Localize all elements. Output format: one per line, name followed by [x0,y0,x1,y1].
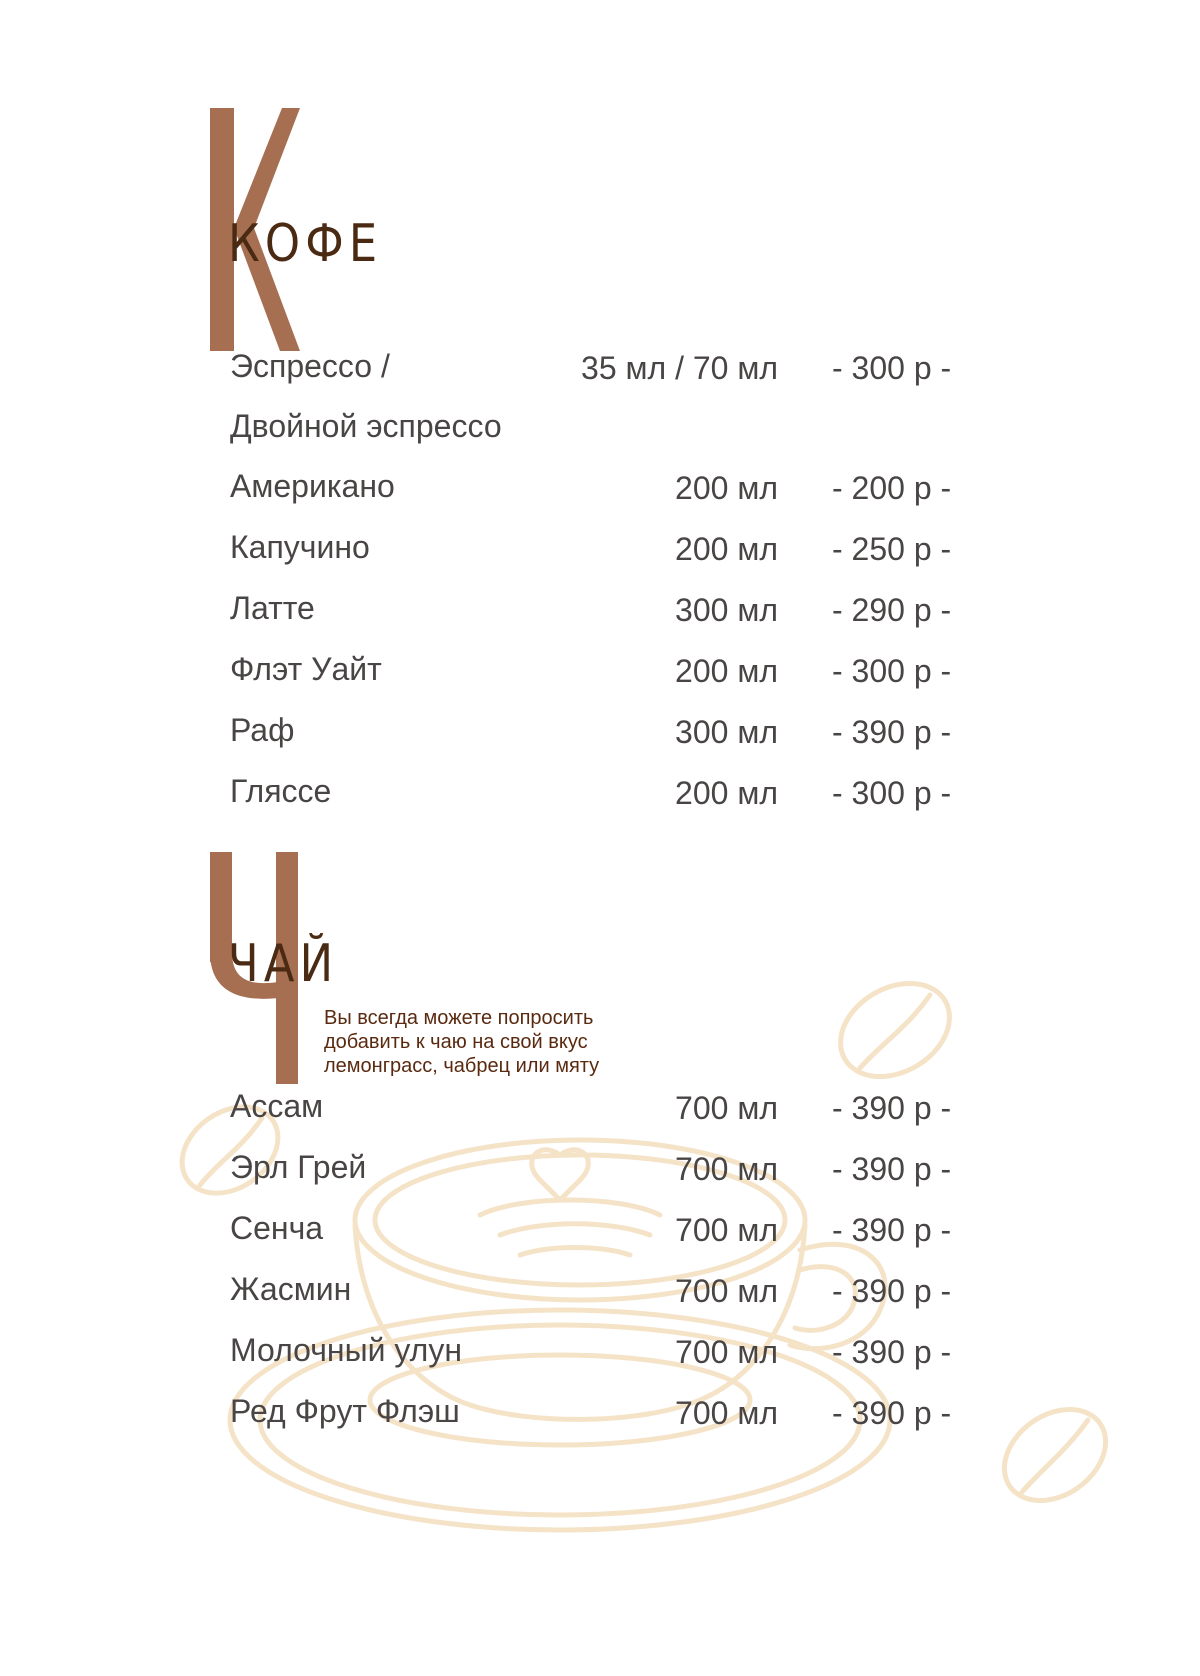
item-name: Латте [230,590,315,626]
item-name: Жасмин [230,1271,352,1307]
item-name: Американо [230,468,395,504]
item-price: - 390 р - [832,1395,952,1431]
item-price: - 390 р - [832,1212,952,1248]
menu-item [0,649,1200,699]
tea-note-line: лемонграсс, чабрец или мяту [324,1055,600,1077]
item-name: Гляссе [230,773,332,809]
item-volume: 300 мл [675,714,778,750]
menu-item [0,1147,1200,1197]
item-price: - 300 р - [832,653,952,689]
item-volume: 700 мл [675,1212,778,1248]
menu-item [0,771,1200,821]
item-price: - 390 р - [832,1273,952,1309]
item-name: Ред Фрут Флэш [230,1393,460,1429]
item-price: - 250 р - [832,531,952,567]
item-name: Ассам [230,1088,324,1124]
item-name: Эспрессо / [230,348,390,384]
item-name-continued: Двойной эспрессо [230,408,502,444]
menu-item [0,588,1200,638]
item-volume: 700 мл [675,1273,778,1309]
tea-note-line: добавить к чаю на свой вкус [324,1031,588,1053]
item-price: - 300 р - [832,350,952,386]
tea-note-line: Вы всегда можете попросить [324,1007,594,1029]
menu-item [0,710,1200,760]
item-volume: 700 мл [675,1395,778,1431]
menu-item [0,1391,1200,1441]
menu-item [0,1208,1200,1258]
menu-item [0,1086,1200,1136]
menu-item [0,1330,1200,1380]
item-price: - 290 р - [832,592,952,628]
item-name: Флэт Уайт [230,651,382,687]
item-volume: 700 мл [675,1090,778,1126]
item-volume: 35 мл / 70 мл [581,350,778,386]
menu-item [0,466,1200,516]
item-price: - 390 р - [832,714,952,750]
tea-note [324,1006,684,1078]
item-price: - 200 р - [832,470,952,506]
menu-item [0,346,1200,396]
item-volume: 300 мл [675,592,778,628]
item-price: - 390 р - [832,1334,952,1370]
item-volume: 700 мл [675,1334,778,1370]
menu-item [0,527,1200,577]
item-volume: 700 мл [675,1151,778,1187]
item-volume: 200 мл [675,775,778,811]
tea-section-title: ЧАЙ [228,934,339,994]
item-volume: 200 мл [675,653,778,689]
coffee-section-title: КОФЕ [228,214,383,274]
item-name: Капучино [230,529,370,565]
item-price: - 390 р - [832,1151,952,1187]
item-price: - 300 р - [832,775,952,811]
item-volume: 200 мл [675,531,778,567]
item-volume: 200 мл [675,470,778,506]
menu-item [0,1269,1200,1319]
item-name: Раф [230,712,295,748]
item-name: Сенча [230,1210,324,1246]
item-name: Эрл Грей [230,1149,367,1185]
item-name: Молочный улун [230,1332,462,1368]
item-price: - 390 р - [832,1090,952,1126]
